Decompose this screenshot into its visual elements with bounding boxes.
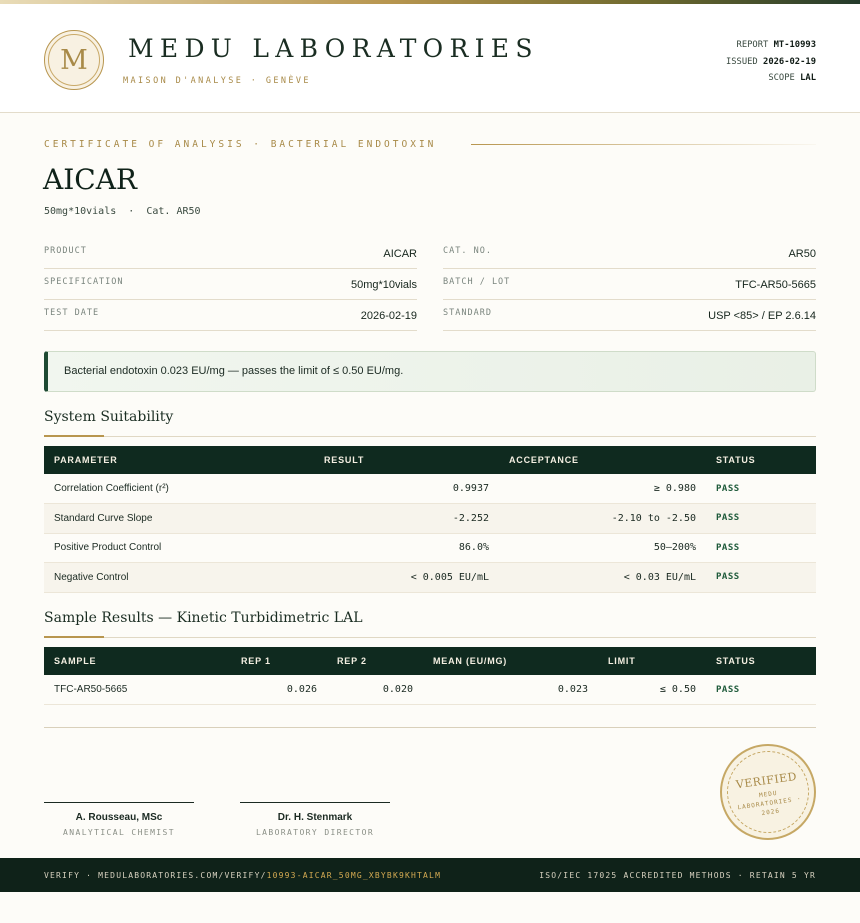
samples-header-row: SAMPLE REP 1 REP 2 MEAN (EU/MG) LIMIT STATUS xyxy=(44,647,816,675)
seal-sub-text: MEDU LABORATORIES · 2026 xyxy=(737,789,803,818)
detail-product: PRODUCT AICAR xyxy=(44,238,417,269)
suitability-rule xyxy=(44,436,816,437)
product-title: AICAR xyxy=(43,163,138,196)
accreditation-note: ISO/IEC 17025 ACCREDITED METHODS · RETAIN 5 YR xyxy=(539,871,816,880)
samples-table xyxy=(44,647,816,705)
suitability-table xyxy=(44,446,816,593)
table-row: Standard Curve Slope -2.252 -2.10 to -2.50 PASS xyxy=(44,504,816,534)
certificate-label-row xyxy=(44,139,816,153)
table-row: Negative Control < 0.005 EU/mL < 0.03 EU/mL PASS xyxy=(44,563,816,593)
signatory-title: ANALYTICAL CHEMIST xyxy=(63,828,175,837)
seal-main-text: VERIFIED xyxy=(735,769,798,792)
result-notice-text: Bacterial endotoxin 0.023 EU/mg — passes the limit of ≤ 0.50 EU/mg. xyxy=(64,365,404,377)
signatory-name: A. Rousseau, MSc xyxy=(75,812,163,823)
certificate-label: CERTIFICATE OF ANALYSIS · BACTERIAL ENDOTOXIN xyxy=(44,139,437,150)
status-badge: PASS xyxy=(706,474,816,504)
product-subtitle: 50mg*10vials · Cat. AR50 xyxy=(44,206,201,217)
suitability-header-row: PARAMETER RESULT ACCEPTANCE STATUS xyxy=(44,446,816,474)
samples-title: Sample Results — Kinetic Turbidimetric LAL xyxy=(44,610,363,626)
samples-rule xyxy=(44,637,816,638)
detail-batch-lot: BATCH / LOT TFC-AR50-5665 xyxy=(443,269,816,300)
table-row: TFC-AR50-5665 0.026 0.020 0.023 ≤ 0.50 PASS xyxy=(44,675,816,705)
table-row: Positive Product Control 86.0% 50–200% PASS xyxy=(44,533,816,563)
detail-cat-no: CAT. NO. AR50 xyxy=(443,238,816,269)
status-badge: PASS xyxy=(706,533,816,563)
report-meta xyxy=(726,37,816,87)
samples-accent xyxy=(44,636,104,638)
signatory-name: Dr. H. Stenmark xyxy=(277,812,353,823)
bottom-margin xyxy=(0,892,860,923)
verified-seal xyxy=(720,744,816,840)
signature-analyst xyxy=(44,802,194,837)
detail-test-date: TEST DATE 2026-02-19 xyxy=(44,300,417,331)
status-badge: PASS xyxy=(706,504,816,534)
meta-report: REPORT MT-10993 xyxy=(736,40,816,50)
result-notice xyxy=(44,351,816,392)
table-row: Correlation Coefficient (r²) 0.9937 ≥ 0.980 PASS xyxy=(44,474,816,504)
signature-director xyxy=(240,802,390,837)
logo-letter: M xyxy=(60,44,88,76)
signature-divider xyxy=(44,727,816,728)
status-badge: PASS xyxy=(706,675,816,705)
meta-scope: SCOPE LAL xyxy=(768,73,816,83)
report-footer xyxy=(0,858,860,892)
brand-name: MEDU LABORATORIES xyxy=(128,34,539,63)
detail-specification: SPECIFICATION 50mg*10vials xyxy=(44,269,417,300)
lab-logo xyxy=(44,30,104,90)
suitability-accent xyxy=(44,435,104,437)
detail-standard: STANDARD USP <85> / EP 2.6.14 xyxy=(443,300,816,331)
verify-line: VERIFY · MEDULABORATORIES.COM/VERIFY/10993-AICAR_50MG_XBYBK9KHTALM xyxy=(44,871,442,880)
certificate-rule xyxy=(471,144,816,145)
signatory-title: LABORATORY DIRECTOR xyxy=(255,828,375,837)
report-header xyxy=(0,4,860,113)
suitability-title: System Suitability xyxy=(44,409,174,425)
brand-subtitle: MAISON D'ANALYSE · GENÈVE xyxy=(123,76,311,86)
verify-code-link[interactable]: 10993-AICAR_50MG_XBYBK9KHTALM xyxy=(266,871,442,880)
status-badge: PASS xyxy=(706,563,816,593)
meta-issued: ISSUED 2026-02-19 xyxy=(725,56,816,67)
